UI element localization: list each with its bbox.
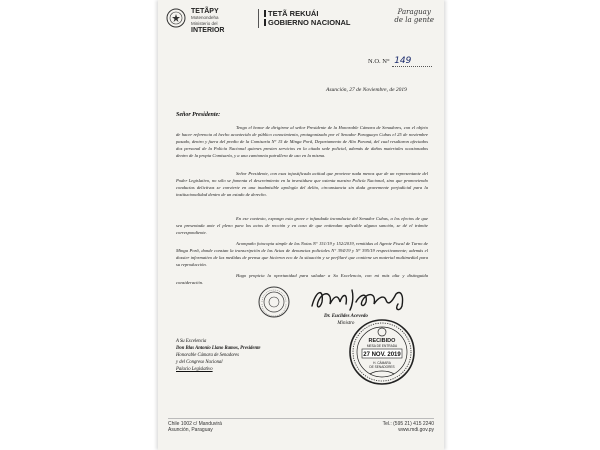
stamp-sub: MESA DE ENTRADA: [366, 344, 398, 348]
letterhead: [166, 6, 436, 34]
paragraph-1: Tengo el honor de dirigirme al señor Presidente de la Honorable Cámara de Senadores, con el objeto de hacer referencia al hecho acontecido de público conocimiento, protagonizado por el Senador Paraguayo Cubas el 25 de noviembre pasado, dentro y fuera del predio de la Comisaría N° 15 de Minga Porã, Departamento de Alto Paraná, del cual resultaron afectados dos personal de la Policía Nacional quienes presten servicios en la citada sede policial, además de daños materiales ocasionados dentro de la propia Comisaría, y a una camioneta patrullera de uso en la misma.: [176, 125, 428, 158]
paragraph-5: Hago propicia la oportunidad para saludar a Su Excelencia, con mi más alta y distinguida consideración.: [176, 273, 428, 285]
gov-guarani: TETÃ REKUÁI: [268, 9, 319, 18]
ministry-guarani: TETÃPY: [191, 8, 219, 15]
footer-address-1: Chile 1002 c/ Manduvirá: [168, 421, 222, 427]
gov-spanish: GOBIERNO NACIONAL: [268, 17, 351, 27]
addressee-line4: y del Congreso Nacional: [176, 360, 223, 365]
header-divider: [258, 9, 259, 28]
reception-stamp: [348, 318, 416, 386]
footer-address-2: Asunción, Paraguay: [168, 427, 213, 433]
ministry-sub-es: Ministerio del: [191, 20, 218, 26]
stamp-date: 27 NOV. 2019: [363, 352, 401, 358]
slogan-line2: de la gente: [394, 15, 434, 24]
signer-title: Ministro: [337, 320, 355, 326]
footer-divider: [168, 418, 434, 419]
signer-name: Dr. Euclides Acevedo: [324, 314, 368, 319]
addressee-name: Don Blas Antonio Llano Ramos, Presidente: [176, 346, 261, 351]
slogan: [394, 9, 434, 24]
slogan-line1: Paraguay: [397, 8, 431, 16]
footer-web: www.mdi.gov.py: [398, 427, 434, 433]
note-label: N.O. N°: [368, 58, 390, 65]
ministry-seal-icon: [258, 286, 290, 318]
stamp-chamber-bottom: DE SENADORES: [369, 365, 395, 369]
stamp-chamber-top: H. CÁMARA: [373, 361, 391, 365]
paragraph-4: Acompaño fotocopia simple de las Notas N° 151/19 y 152/2019, remitidas al Agente Fiscal de Turno de Minga Porã, donde constan la transcripción de las Actas de denuncias policiales N° 394/19 y N° 395/19 respectivamente; además el dossier informativo de las medidas de prensa que hicieron eco de la situación y se perfilaré que contiene un material multimedial para su reproducción.: [176, 241, 428, 267]
ministry-sub: Motenondeha: [191, 15, 219, 20]
note-number-value: 149: [394, 56, 412, 66]
letter-date: Asunción, 27 de Noviembre, de 2019: [326, 87, 407, 93]
addressee-block: [176, 338, 260, 373]
paragraph-3: En ese contexto, expongo esta grave e infundada inconducta del Senador Cubas, a los efectos de que sea presentada ante el pleno para los actos de rección y en caso de que entiendan aplicable alguna sanción, se dé el trámite correspondiente.: [176, 216, 428, 235]
stamp-title: RECIBIDO: [368, 338, 396, 344]
addressee-line5: Palacio Legislativo: [176, 367, 213, 372]
paragraph-2: Señor Presidente, con esas injustificada actitud que proviene nada menos que de un representante del Poder Legislativo, no sólo se fomenta el descreimiento en la investidura que ostenta nuestra Policía Nacional, sino que promoviendo conductas delictivas se convierte en una inadmisible apología del delito, circunstancia sin duda gravemente perjudicial para la institucionalidad dentro de un estado de derecho.: [176, 171, 428, 197]
government-wordmark: [264, 10, 351, 27]
addressee-line3: Honorable Cámara de Senadores: [176, 353, 239, 358]
document-sheet: [158, 0, 444, 450]
addressee-line1: A Su Excelencia: [176, 339, 207, 344]
footer-phone: Tel.: (595 21) 415 2240: [382, 421, 434, 427]
ministry-wordmark: [191, 8, 224, 34]
ministry-interior: INTERIOR: [191, 27, 225, 34]
national-seal-icon: [166, 8, 186, 28]
note-number: [368, 56, 411, 66]
handwritten-signature: [306, 284, 412, 314]
salutation: Señor Presidente:: [176, 112, 221, 118]
